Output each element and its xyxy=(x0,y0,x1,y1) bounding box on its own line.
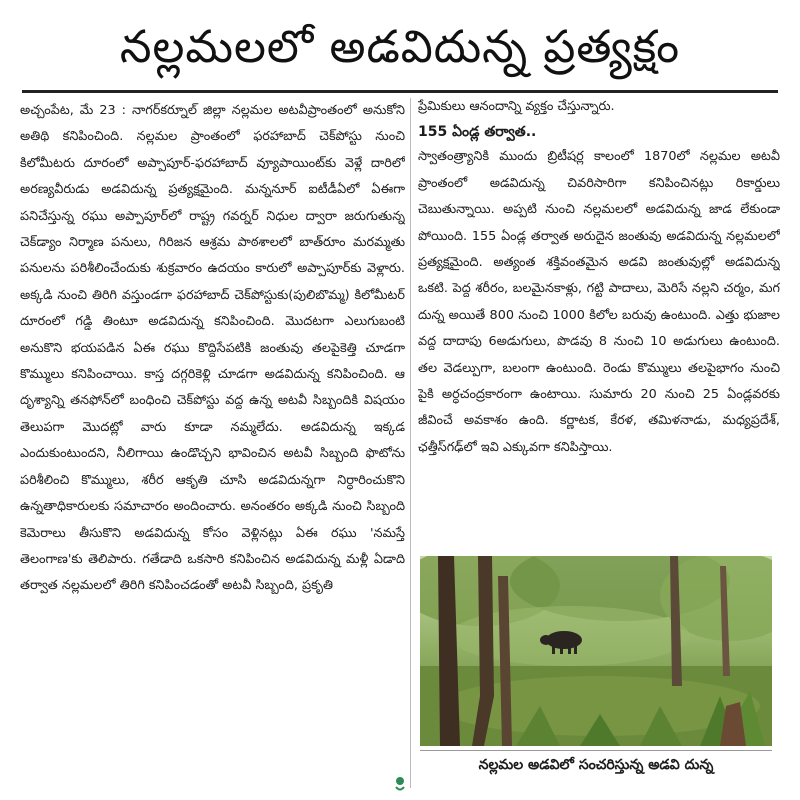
column-divider xyxy=(410,98,411,788)
bison-photo xyxy=(420,556,772,746)
publication-logo-icon xyxy=(393,776,407,792)
article-body-left: అచ్చంపేట, మే 23 : నాగర్‌కర్నూల్‌ జిల్లా నల్లమల అటవీప్రాంతంలో అనుకోని అతిథి కనిపించింది. నల్లమల ప్రాంతంలో ఫరహాబాద్‌ చెక్‌పోస్టు నుంచి కిలోమీటరు దూరంలో అప్పాపూర్‌-ఫరహాబాద్‌ వ్యూపాయింట్‌కు వెళ్లే దారిలో అరణ్యవీరుడు అడవిదున్న ప్రత్యక్షమైంది. మన్ననూర్‌ ఐటీడీఏలో ఏఈగా పనిచేస్తున్న రఘు అప్పాపూర్‌లో రాష్ట్ర గవర్నర్‌ నిధుల ద్వారా జరుగుతున్న చెక్‌డ్యాం నిర్మాణ పనులు, గిరిజన ఆశ్రమ పాఠశాలలో బాత్‌రూం మరమ్మతు పనులను పరిశీలించేందుకు శుక్రవారం ఉదయం కారులో అప్పాపూర్‌కు వెళ్లారు. అక్కడి నుంచి తిరిగి వస్తుండగా ఫరహాబాద్‌ చెక్‌పోస్టుకు(పులిబొమ్మ) కిలోమీటర్‌ దూరంలో గడ్డి తింటూ అడవిదున్న కనిపించింది. మొదటగా ఎలుగుబంటి అనుకొని భయపడిన ఏఈ రఘు కొద్దిసేపటికి జంతువు తలపైకెత్తి చూడగా కొమ్ములు కనిపించాయి. కాస్త దగ్గరికెళ్లి చూడగా అడవిదున్న కనిపించింది. ఆ దృశ్యాన్ని తనఫోన్‌లో బంధించి చెక్‌పోస్టు వద్ద ఉన్న అటవీ సిబ్బందికి విషయం తెలుపగా మొదట్లో వారు కూడా నమ్మలేదు. అడవిదున్న ఇక్కడ ఎందుకుంటుందని, నీలిగాయి ఉండొచ్చని భావించిన అటవీ సిబ్బంది ఫొటోను పరిశీలించి కొమ్ములు, శరీర ఆకృతి చూసి అడవిదున్నగా నిర్ధారించుకొని ఉన్నతాధికారులకు సమాచారం అందించారు. అనంతరం అక్కడి నుంచి సిబ్బంది కెమెరాలు తీసుకొని అడవిదున్న కోసం వెళ్లినట్లు ఏఈ రఘు 'నమస్తే తెలంగాణ'కు తెలిపారు. గతేడాది ఒకసారి కనిపించిన అడవిదున్న మళ్లీ ఏడాది తర్వాత నల్లమలలో తిరిగి కనిపించడంతో అటవీ సిబ్బంది, ప్రకృతి xyxy=(20,103,405,594)
headline-rule xyxy=(22,90,778,93)
article-column-right xyxy=(418,94,780,556)
caption-rule xyxy=(420,750,772,751)
article-body-right-top: ప్రేమికులు ఆనందాన్ని వ్యక్తం చేస్తున్నారు. xyxy=(418,99,615,114)
photo-caption: నల్లమల అడవిలో సంచరిస్తున్న అడవి దున్న xyxy=(478,757,714,773)
article-body-right: స్వాతంత్ర్యానికి ముందు బ్రిటీషర్ల కాలంలో 1870లో నల్లమల అటవీ ప్రాంతంలో అడవిదున్న చివరిసారిగా కనిపించినట్లు రికార్డులు చెబుతున్నాయి. అప్పటి నుంచి నల్లమలలో అడవిదున్న జాడ లేకుండా పోయింది. 155 ఏండ్ల తర్వాత అరుదైన జంతువు అడవిదున్న నల్లమలలో ప్రత్యక్షమైంది. అత్యంత శక్తివంతమైన అడవి జంతువుల్లో అడవిదున్న ఒకటి. పెద్ద శరీరం, బలమైనకాళ్లు, గట్టి పాదాలు, మెరిసే నల్లని చర్మం, మగ దున్న అయితే 800 నుంచి 1000 కిలోల బరువు ఉంటుంది. ఎత్తు భుజాల వద్ద దాదాపు 6అడుగులు, పొడవు 8 నుంచి 10 అడుగులు ఉంటుంది. తల వెడల్పుగా, బలంగా ఉంటుంది. రెండు కొమ్ములు తలపైభాగం నుంచి పైకి అర్ధచంద్రకారంగా ఉంటాయి. సుమారు 20 నుంచి 25 ఏండ్లవరకు జీవించే అవకాశం ఉంది. కర్ణాటక, కేరళ, తమిళనాడు, మధ్యప్రదేశ్‌, ఛత్తీస్‌గఢ్‌లో ఇవి ఎక్కువగా కనిపిస్తాయి. xyxy=(418,149,780,455)
subheading: 155 ఏండ్ల తర్వాత.. xyxy=(418,124,537,141)
headline: నల్లమలలో అడవిదున్న ప్రత్యక్షం xyxy=(119,20,681,73)
article-column-left xyxy=(20,98,405,788)
